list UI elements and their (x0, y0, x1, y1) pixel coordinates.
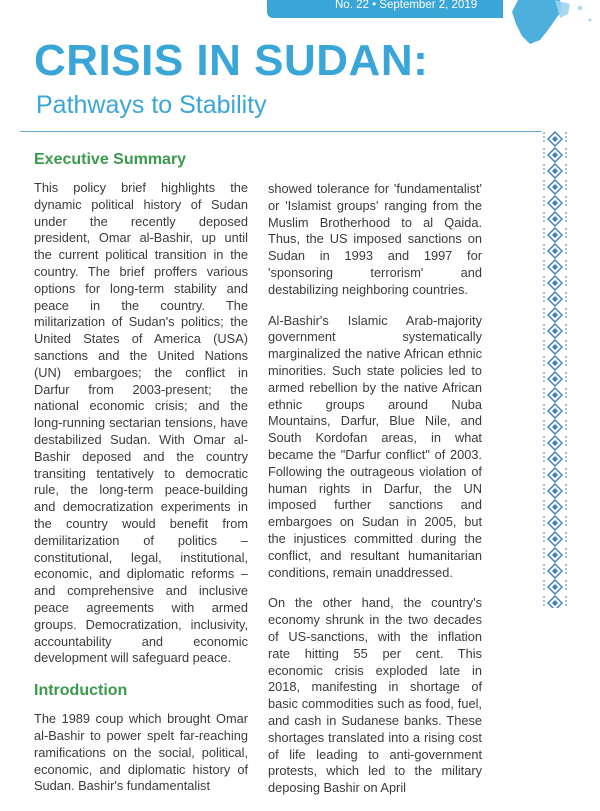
header-divider (20, 131, 542, 132)
right-column (268, 181, 482, 811)
africa-map-icon (500, 0, 600, 62)
issue-banner (267, 0, 503, 18)
introduction-heading: Introduction (34, 682, 128, 700)
diamond-border-pattern (541, 128, 569, 608)
right-paragraph-2: Al-Bashir's Islamic Arab-majority government systematically marginalized the native African ethnic minorities. Such state policies led to armed rebellion by the native African ethnic groups around Nuba Mountains, Darfur, Blue Nile, and South Kordofan areas, in what became the "Darfur conflict" of 2003. Following the outrageous violation of human rights in Darfur, the UN imposed further sanctions and embargoes on Sudan in 2005, but the injustices committed during the conflict, and resultant humanitarian conditions, remain unaddressed. (268, 312, 482, 580)
document-title: CRISIS IN SUDAN: (34, 36, 429, 85)
issue-number-date: No. 22 • September 2, 2019 (335, 0, 478, 11)
introduction-text: The 1989 coup which brought Omar al-Bashir to power spelt far-reaching ramifications on the social, political, economic, and diplomatic history of Sudan. Bashir's fundamentalist (34, 711, 248, 794)
right-paragraph-3: On the other hand, the country's economy shrunk in the two decades of US-sanctions, with the inflation rate hitting 55 per cent. This economic crisis exploded late in 2018, manifesting in shortage of basic commodities such as food, fuel, and cash in Sudanese banks. These shortages translated into a rising cost of life leading to anti-government protests, which led to the military deposing Bashir on April (268, 595, 482, 796)
left-column (34, 150, 248, 809)
document-subtitle: Pathways to Stability (36, 91, 267, 119)
right-paragraph-1: showed tolerance for 'fundamentalist' or 'Islamist groups' ranging from the Muslim Brotherhood to al Qaida. Thus, the US imposed sanctions on Sudan in 1993 and 1997 for 'sponsoring terrorism' and destabilizing neighboring countries. (268, 181, 482, 297)
executive-summary-text: This policy brief highlights the dynamic political history of Sudan under the recently deposed president, Omar al-Bashir, up until the current political transition in the country. The brief proffers various options for long-term stability and peace in the country. The militarization of Sudan's politics; the United States of America (USA) sanctions and the United Nations (UN) embargoes; the conflict in Darfur from 2003-present; the national economic crisis; and the long-running sectarian tensions, have destabilized Sudan. With Omar al-Bashir deposed and the country transiting tentatively to democratic rule, the long-term peace-building and democratization experiments in the country would benefit from demilitarization of politics – constitutional, legal, institutional, economic, and diplomatic reforms – and comprehensive and inclusive peace agreements with armed groups. Democratization, inclusivity, accountability and economic development will safeguard peace. (34, 180, 248, 666)
executive-summary-heading: Executive Summary (34, 151, 187, 168)
